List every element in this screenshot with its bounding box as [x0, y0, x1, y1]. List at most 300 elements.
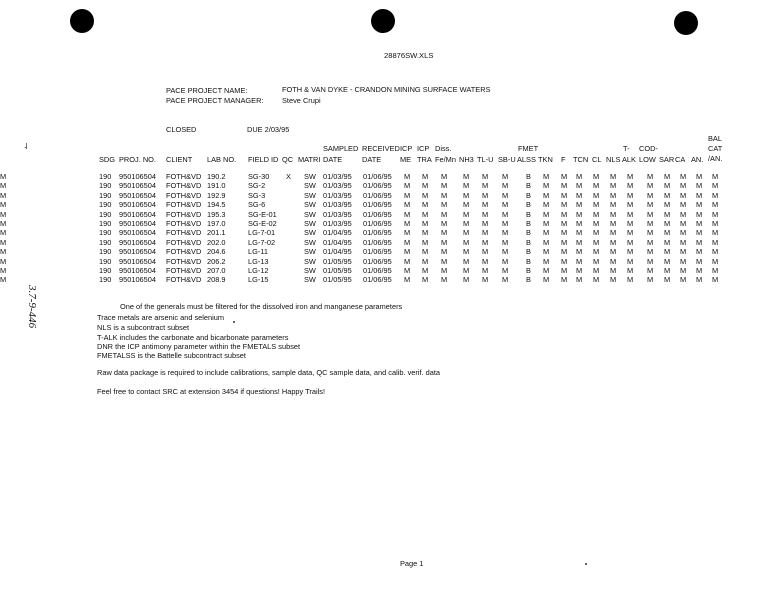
table-cell-matrix: SW — [304, 181, 316, 191]
table-cell-result: M — [647, 256, 654, 266]
table-cell-result: M — [593, 247, 600, 257]
table-cell-result: M — [680, 247, 687, 257]
table-cell-result: B — [526, 181, 531, 191]
table-cell-result: B — [526, 228, 531, 238]
table-cell-result: M — [712, 181, 719, 191]
table-cell-received: 01/06/95 — [363, 266, 392, 275]
table-cell-result: M — [712, 228, 719, 238]
table-cell-matrix: SW — [304, 200, 316, 210]
table-cell-sampled: 01/04/95 — [323, 237, 352, 247]
table-cell-result: M — [404, 181, 411, 191]
table-cell-sampled: 01/03/95 — [323, 190, 352, 200]
table-cell-result: M — [664, 172, 671, 181]
table-cell-proj: 950106504 — [119, 200, 156, 210]
table-cell-result: M — [576, 200, 583, 210]
table-cell-result: M — [0, 247, 7, 257]
table-cell-lab: 197.0 — [207, 219, 226, 228]
project-manager-label: PACE PROJECT MANAGER: — [166, 96, 264, 105]
table-cell-result: M — [502, 190, 509, 200]
table-cell-proj: 950106504 — [119, 256, 156, 266]
table-cell-proj: 950106504 — [119, 275, 156, 285]
table-cell-proj: 950106504 — [119, 247, 156, 257]
table-cell-result: M — [627, 237, 634, 247]
table-cell-result: M — [482, 256, 489, 266]
header-nls: NLS — [606, 155, 621, 164]
table-cell-result: M — [561, 266, 568, 275]
table-cell-sdg: 190 — [99, 209, 112, 219]
table-cell-result: B — [526, 256, 531, 266]
table-cell-result: M — [593, 237, 600, 247]
table-cell-proj: 950106504 — [119, 219, 156, 228]
note-nls: NLS is a subcontract subset — [97, 323, 190, 332]
header-sb-u: SB-U — [498, 155, 516, 164]
header-client: CLIENT — [166, 155, 193, 164]
table-cell-result: M — [482, 219, 489, 228]
table-cell-proj: 950106504 — [119, 266, 156, 275]
table-cell-result: M — [404, 228, 411, 238]
table-cell-result: M — [627, 247, 634, 257]
table-cell-result: M — [543, 181, 550, 191]
table-cell-sampled: 01/05/95 — [323, 266, 352, 275]
table-cell-result: M — [696, 228, 703, 238]
table-cell-result: M — [502, 181, 509, 191]
table-cell-result: M — [404, 256, 411, 266]
handwritten-side-note: 3.7-9-446 — [26, 285, 38, 329]
table-cell-field: SG-E-01 — [248, 209, 277, 219]
header-f: F — [561, 155, 566, 164]
table-cell-result: M — [482, 200, 489, 210]
table-cell-result: M — [696, 190, 703, 200]
table-cell-client: FOTH&VD — [166, 190, 202, 200]
table-cell-result: M — [610, 228, 617, 238]
table-cell-result: M — [502, 247, 509, 257]
table-cell-client: FOTH&VD — [166, 181, 202, 191]
table-cell-result: M — [404, 190, 411, 200]
table-cell-result: M — [627, 228, 634, 238]
table-cell-result: M — [610, 190, 617, 200]
table-cell-result: M — [543, 256, 550, 266]
header-qc: QC — [282, 155, 294, 164]
table-cell-result: M — [576, 237, 583, 247]
table-cell-received: 01/06/95 — [363, 219, 392, 228]
note-trace-metals: Trace metals are arsenic and selenium — [97, 313, 225, 322]
table-cell-result: M — [576, 209, 583, 219]
table-cell-result: M — [543, 200, 550, 210]
table-cell-result: M — [664, 237, 671, 247]
table-cell-result: M — [647, 181, 654, 191]
table-cell-result: M — [543, 190, 550, 200]
table-cell-result: M — [543, 219, 550, 228]
table-cell-received: 01/06/95 — [363, 200, 392, 210]
table-cell-result: M — [441, 266, 448, 275]
table-cell-result: M — [543, 247, 550, 257]
table-cell-result: M — [680, 219, 687, 228]
table-cell-sdg: 190 — [99, 247, 112, 257]
table-cell-matrix: SW — [304, 219, 316, 228]
table-cell-result: M — [696, 256, 703, 266]
table-cell-result: M — [576, 228, 583, 238]
table-cell-result: M — [543, 172, 550, 181]
header-t-alk: T- ALK — [622, 144, 636, 164]
table-cell-field: LG-11 — [248, 247, 268, 257]
table-cell-result: M — [0, 181, 7, 191]
note-dnr: DNR the ICP antimony parameter within the FMETALS subset — [97, 342, 301, 351]
table-cell-result: M — [561, 228, 568, 238]
table-cell-qc: X — [286, 172, 291, 181]
table-cell-lab: 194.5 — [207, 200, 226, 210]
table-cell-result: M — [664, 266, 671, 275]
header-sdg: SDG — [99, 155, 116, 164]
table-cell-result: M — [463, 200, 470, 210]
table-cell-lab: 190.2 — [207, 172, 226, 181]
table-cell-result: M — [680, 237, 687, 247]
table-cell-received: 01/06/95 — [363, 247, 392, 257]
table-cell-result: M — [712, 172, 719, 181]
note-t-alk: T-ALK includes the carbonate and bicarbonate parameters — [97, 333, 289, 342]
table-cell-sampled: 01/04/95 — [323, 228, 352, 238]
table-cell-result: B — [526, 237, 531, 247]
table-cell-sdg: 190 — [99, 228, 112, 238]
table-cell-result: M — [610, 266, 617, 275]
table-cell-sdg: 190 — [99, 200, 112, 210]
table-cell-result: M — [463, 209, 470, 219]
table-cell-result: M — [610, 172, 617, 181]
table-cell-result: M — [576, 190, 583, 200]
table-cell-result: M — [712, 275, 719, 285]
table-cell-sampled: 01/03/95 — [323, 181, 352, 191]
table-cell-result: M — [647, 172, 654, 181]
table-cell-proj: 950106504 — [119, 209, 156, 219]
project-manager-value: Steve Crupi — [282, 96, 321, 105]
table-cell-result: M — [543, 266, 550, 275]
table-cell-result: B — [526, 190, 531, 200]
table-cell-result: B — [526, 247, 531, 257]
table-cell-client: FOTH&VD — [166, 247, 202, 257]
table-cell-result: M — [502, 237, 509, 247]
table-cell-lab: 208.9 — [207, 275, 226, 285]
table-cell-field: SG-3 — [248, 190, 266, 200]
table-cell-result: M — [593, 200, 600, 210]
table-cell-result: M — [647, 237, 654, 247]
table-cell-matrix: SW — [304, 190, 316, 200]
table-cell-result: M — [664, 200, 671, 210]
table-cell-result: M — [463, 172, 470, 181]
table-cell-lab: 195.3 — [207, 209, 226, 219]
table-cell-result: M — [0, 172, 7, 181]
table-cell-result: M — [647, 209, 654, 219]
table-cell-matrix: SW — [304, 247, 316, 257]
header-an: AN. — [691, 155, 704, 164]
table-cell-client: FOTH&VD — [166, 237, 202, 247]
table-cell-proj: 950106504 — [119, 228, 156, 238]
table-cell-result: M — [502, 228, 509, 238]
table-cell-client: FOTH&VD — [166, 209, 202, 219]
table-cell-result: M — [404, 275, 411, 285]
table-cell-result: M — [561, 181, 568, 191]
table-cell-result: M — [627, 209, 634, 219]
table-cell-result: M — [610, 237, 617, 247]
table-cell-result: M — [404, 200, 411, 210]
table-cell-result: M — [561, 209, 568, 219]
table-cell-field: LG-13 — [248, 256, 269, 266]
table-cell-result: M — [696, 237, 703, 247]
table-cell-result: M — [610, 181, 617, 191]
table-cell-result: M — [664, 190, 671, 200]
table-cell-lab: 207.0 — [207, 266, 226, 275]
table-cell-client: FOTH&VD — [166, 200, 202, 210]
table-cell-result: M — [627, 181, 634, 191]
table-cell-sdg: 190 — [99, 275, 112, 285]
table-cell-result: M — [441, 190, 448, 200]
table-cell-result: M — [404, 266, 411, 275]
table-cell-result: M — [610, 256, 617, 266]
table-cell-result: M — [0, 256, 7, 266]
table-cell-result: M — [696, 266, 703, 275]
table-cell-sdg: 190 — [99, 219, 112, 228]
header-ca: CA — [675, 155, 686, 164]
table-cell-result: M — [680, 266, 687, 275]
table-cell-result: B — [526, 266, 531, 275]
table-cell-result: M — [696, 247, 703, 257]
note-filter: One of the generals must be filtered for the dissolved iron and manganese parameters — [120, 302, 403, 311]
table-cell-result: M — [543, 228, 550, 238]
table-cell-result: M — [696, 219, 703, 228]
table-cell-result: M — [696, 172, 703, 181]
table-cell-result: M — [664, 228, 671, 238]
table-cell-result: M — [696, 181, 703, 191]
table-cell-sampled: 01/03/95 — [323, 200, 352, 210]
table-cell-result: M — [502, 200, 509, 210]
table-cell-result: M — [422, 190, 429, 200]
table-cell-result: M — [647, 266, 654, 275]
table-cell-field: SG-30 — [248, 172, 270, 181]
table-cell-result: M — [482, 228, 489, 238]
table-cell-result: M — [404, 247, 411, 257]
table-cell-result: M — [610, 200, 617, 210]
table-cell-received: 01/06/95 — [363, 172, 392, 181]
table-cell-result: M — [647, 247, 654, 257]
table-cell-lab: 206.2 — [207, 256, 226, 266]
punch-hole-right — [674, 11, 698, 35]
table-cell-received: 01/06/95 — [363, 237, 392, 247]
stray-dot — [233, 321, 235, 323]
table-cell-field: LG-12 — [248, 266, 269, 275]
table-cell-result: M — [441, 172, 448, 181]
table-cell-client: FOTH&VD — [166, 275, 202, 285]
table-cell-result: M — [422, 181, 429, 191]
table-cell-sampled: 01/05/95 — [323, 256, 352, 266]
table-cell-result: M — [441, 256, 448, 266]
table-cell-result: M — [463, 275, 470, 285]
table-cell-result: M — [0, 200, 7, 210]
table-cell-result: M — [610, 219, 617, 228]
table-cell-matrix: SW — [304, 237, 316, 247]
punch-hole-left — [70, 9, 94, 33]
table-cell-sdg: 190 — [99, 266, 112, 275]
table-cell-result: M — [712, 247, 719, 257]
table-cell-field: SG-2 — [248, 181, 266, 191]
table-cell-field: SG-6 — [248, 200, 266, 210]
due-date: DUE 2/03/95 — [247, 125, 290, 134]
table-cell-result: M — [482, 237, 489, 247]
table-cell-result: M — [561, 172, 568, 181]
table-cell-result: M — [463, 228, 470, 238]
table-cell-result: M — [712, 237, 719, 247]
header-icp-tra: ICP TRA — [417, 144, 432, 164]
table-cell-result: M — [422, 266, 429, 275]
table-cell-result: M — [593, 266, 600, 275]
header-diss-femn: Diss. Fe/Mn — [435, 144, 456, 164]
table-cell-result: M — [422, 200, 429, 210]
table-cell-result: M — [0, 237, 7, 247]
table-cell-result: M — [463, 256, 470, 266]
table-cell-result: M — [463, 237, 470, 247]
table-cell-received: 01/06/95 — [363, 190, 392, 200]
table-cell-result: M — [576, 172, 583, 181]
punch-hole-center — [371, 9, 395, 33]
table-cell-result: M — [712, 256, 719, 266]
file-name: 28876SW.XLS — [384, 51, 434, 60]
header-matrix: MATRI — [298, 155, 321, 164]
table-cell-result: M — [502, 266, 509, 275]
table-cell-result: M — [664, 219, 671, 228]
table-cell-result: B — [526, 200, 531, 210]
project-name-value: FOTH & VAN DYKE - CRANDON MINING SURFACE WATERS — [282, 85, 491, 94]
table-cell-result: M — [463, 219, 470, 228]
table-cell-sampled: 01/03/95 — [323, 209, 352, 219]
table-cell-result: M — [593, 209, 600, 219]
table-cell-result: B — [526, 172, 531, 181]
table-cell-result: M — [422, 209, 429, 219]
header-received: RECEIVED DATE — [362, 144, 400, 164]
table-cell-result: M — [576, 181, 583, 191]
table-cell-result: M — [482, 181, 489, 191]
table-cell-received: 01/06/95 — [363, 256, 392, 266]
table-cell-result: M — [441, 275, 448, 285]
table-cell-field: LG-7-02 — [248, 237, 276, 247]
table-cell-result: M — [404, 237, 411, 247]
table-cell-result: M — [664, 256, 671, 266]
table-cell-result: M — [463, 266, 470, 275]
table-cell-result: M — [680, 275, 687, 285]
table-cell-client: FOTH&VD — [166, 228, 202, 238]
table-cell-field: LG-15 — [248, 275, 269, 285]
table-cell-result: M — [627, 172, 634, 181]
table-cell-matrix: SW — [304, 256, 316, 266]
table-cell-matrix: SW — [304, 228, 316, 238]
table-cell-result: M — [627, 219, 634, 228]
note-fmetalss: FMETALSS is the Battelle subcontract subset — [97, 351, 246, 360]
table-cell-result: M — [696, 209, 703, 219]
table-cell-result: M — [482, 172, 489, 181]
table-cell-result: M — [712, 219, 719, 228]
table-cell-result: M — [593, 181, 600, 191]
note-raw-data: Raw data package is required to include calibrations, sample data, QC sample data, and calib. verif. data — [97, 368, 441, 377]
table-cell-result: M — [561, 247, 568, 257]
table-cell-result: M — [627, 256, 634, 266]
table-cell-result: M — [463, 190, 470, 200]
table-cell-sdg: 190 — [99, 172, 112, 181]
table-cell-matrix: SW — [304, 172, 316, 181]
table-cell-result: M — [482, 275, 489, 285]
table-cell-proj: 950106504 — [119, 190, 156, 200]
table-cell-result: M — [576, 275, 583, 285]
stray-dot — [585, 563, 587, 565]
table-cell-sdg: 190 — [99, 237, 112, 247]
table-cell-sdg: 190 — [99, 181, 112, 191]
table-cell-result: M — [680, 181, 687, 191]
table-cell-result: M — [0, 219, 7, 228]
table-cell-result: M — [422, 172, 429, 181]
table-cell-result: M — [482, 247, 489, 257]
table-cell-result: M — [0, 266, 7, 275]
table-cell-result: B — [526, 209, 531, 219]
table-cell-result: M — [0, 275, 7, 285]
note-contact: Feel free to contact SRC at extension 3454 if questions! Happy Trails! — [97, 387, 325, 396]
table-cell-result: M — [576, 256, 583, 266]
table-cell-result: M — [610, 275, 617, 285]
table-cell-lab: 204.6 — [207, 247, 226, 257]
table-cell-result: M — [0, 228, 7, 238]
table-cell-proj: 950106504 — [119, 181, 156, 191]
table-cell-result: M — [561, 275, 568, 285]
table-cell-result: M — [441, 181, 448, 191]
header-field-id: FIELD ID — [248, 155, 279, 164]
table-cell-result: M — [647, 228, 654, 238]
header-nh3: NH3 — [459, 155, 474, 164]
table-cell-received: 01/06/95 — [363, 181, 392, 191]
table-cell-result: M — [463, 247, 470, 257]
project-name-label: PACE PROJECT NAME: — [166, 86, 248, 95]
table-cell-result: M — [576, 266, 583, 275]
table-cell-field: LG-7-01 — [248, 228, 276, 238]
table-cell-result: M — [610, 247, 617, 257]
table-cell-result: M — [627, 275, 634, 285]
table-cell-result: B — [526, 219, 531, 228]
table-cell-result: M — [647, 200, 654, 210]
table-cell-result: M — [543, 275, 550, 285]
table-cell-result: M — [561, 256, 568, 266]
header-bal-cat-an: BAL CAT /AN. — [708, 134, 723, 163]
header-proj-no: PROJ. NO. — [119, 155, 156, 164]
table-cell-result: M — [680, 228, 687, 238]
table-cell-result: M — [543, 237, 550, 247]
table-cell-sampled: 01/03/95 — [323, 219, 352, 228]
table-cell-result: M — [593, 228, 600, 238]
header-cod-low: COD- LOW — [639, 144, 658, 164]
table-cell-result: M — [647, 219, 654, 228]
table-cell-result: B — [526, 275, 531, 285]
table-cell-result: M — [680, 190, 687, 200]
table-cell-result: M — [593, 275, 600, 285]
closed-label: CLOSED — [166, 125, 197, 134]
table-cell-result: M — [610, 209, 617, 219]
table-cell-sdg: 190 — [99, 190, 112, 200]
table-cell-received: 01/06/95 — [363, 275, 392, 285]
table-cell-result: M — [627, 200, 634, 210]
table-cell-result: M — [422, 256, 429, 266]
table-cell-result: M — [0, 209, 7, 219]
table-cell-result: M — [712, 200, 719, 210]
header-icp-me: ICP ME — [400, 144, 413, 164]
page-number: Page 1 — [400, 559, 424, 568]
table-cell-client: FOTH&VD — [166, 256, 202, 266]
table-cell-lab: 192.9 — [207, 190, 226, 200]
header-sar: SAR — [659, 155, 675, 164]
table-cell-sampled: 01/03/95 — [323, 172, 352, 181]
table-cell-result: M — [404, 209, 411, 219]
table-cell-result: M — [593, 219, 600, 228]
